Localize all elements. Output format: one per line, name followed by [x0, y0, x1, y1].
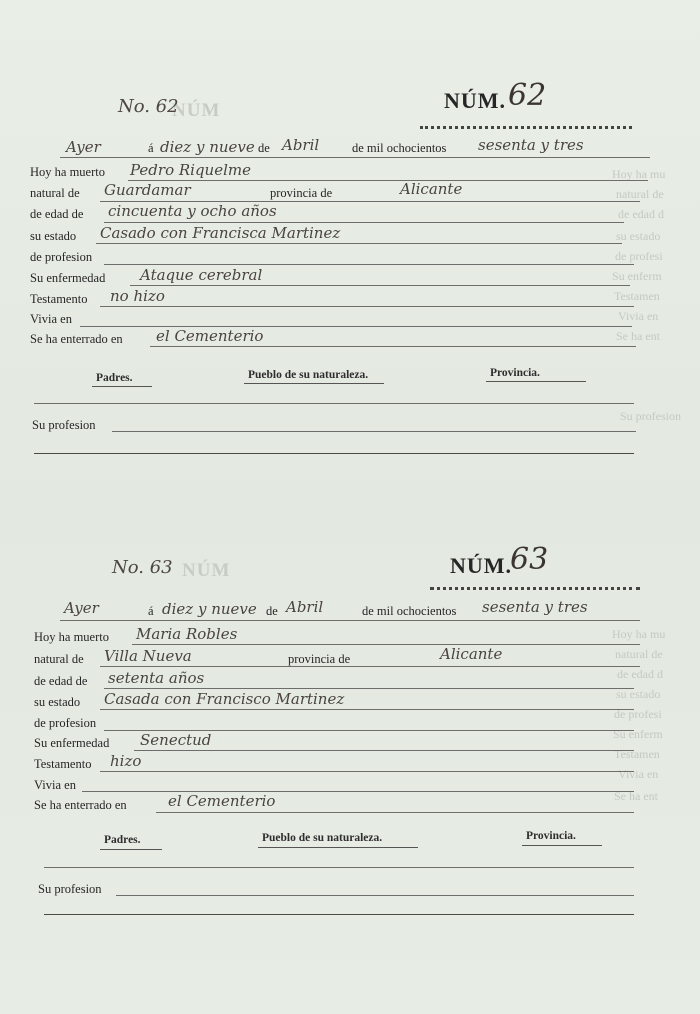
line-rule — [156, 812, 634, 813]
edad-value: setenta años — [108, 669, 205, 687]
hoy-label: Hoy ha muerto — [30, 165, 105, 179]
line-rule — [130, 285, 630, 286]
enterrado-label: Se ha enterrado en — [34, 798, 127, 812]
line-rule — [100, 709, 634, 710]
line-rule — [100, 771, 634, 772]
bleed-line: Se ha ent — [614, 789, 658, 803]
bleed-line: de profesi — [615, 249, 663, 263]
testamento-label: Testamento — [34, 757, 92, 771]
bleed-line: natural de — [616, 187, 664, 201]
estado-value: Casada con Francisco Martinez — [104, 690, 345, 708]
enfermedad-value: Ataque cerebral — [140, 266, 263, 284]
de-label: de — [266, 604, 278, 618]
natural-label: natural de — [30, 186, 80, 200]
bleed-line: Hoy ha mu — [612, 167, 666, 181]
bleed-line: de edad d — [617, 667, 663, 681]
su-profesion-label: Su profesion — [38, 882, 102, 896]
bleed-line: Su enferm — [612, 269, 662, 283]
record-scribble: No. 63 — [112, 557, 173, 578]
record-number-value: 62 — [508, 78, 547, 113]
profesion-label: de profesion — [30, 250, 93, 264]
line-rule — [128, 180, 648, 181]
line-rule — [132, 644, 640, 645]
testamento-value: hizo — [110, 752, 142, 770]
hw-date: diez y nueve — [162, 600, 257, 618]
natural-label: natural de — [34, 652, 84, 666]
line-rule — [60, 620, 640, 621]
hw-day: Ayer — [66, 138, 101, 156]
provincia-value: Alicante — [400, 180, 463, 198]
enterrado-value: el Cementerio — [156, 327, 264, 345]
profesion-label: de profesion — [34, 716, 97, 730]
a-label: á — [148, 141, 154, 155]
col-padres: Padres. — [96, 372, 133, 384]
line-rule — [44, 914, 634, 915]
col-underline — [486, 381, 586, 382]
vivia-label: Vivia en — [34, 778, 76, 792]
col-padres: Padres. — [104, 834, 141, 846]
line-rule — [82, 791, 634, 792]
hw-year: sesenta y tres — [478, 136, 584, 154]
bleed-num-top: NÚM — [172, 100, 221, 121]
hw-year: sesenta y tres — [482, 598, 588, 616]
testamento-value: no hizo — [110, 287, 165, 305]
bleed-line: Se ha ent — [616, 329, 660, 343]
line-rule — [150, 346, 636, 347]
bleed-line: Vivia en — [618, 767, 659, 781]
hoy-value: Maria Robles — [136, 625, 238, 643]
col-underline — [258, 847, 418, 848]
col-pueblo: Pueblo de su naturaleza. — [248, 369, 369, 381]
line-rule — [112, 431, 636, 432]
estado-value: Casado con Francisca Martinez — [100, 224, 341, 242]
estado-label: su estado — [30, 229, 77, 243]
edad-label: de edad de — [30, 207, 84, 221]
bleed-num-bottom: NÚM — [182, 560, 231, 581]
provincia-label: provincia de — [270, 186, 333, 200]
number-dotted-rule — [420, 126, 632, 129]
su-profesion-label: Su profesion — [32, 418, 96, 432]
natural-value: Villa Nueva — [104, 647, 192, 665]
bleed-line: natural de — [615, 647, 663, 661]
testamento-label: Testamento — [30, 292, 88, 306]
vivia-label: Vivia en — [30, 312, 72, 326]
bleed-line: Su enferm — [613, 727, 663, 741]
col-underline — [244, 383, 384, 384]
col-provincia: Provincia. — [526, 830, 576, 842]
edad-value: cincuenta y ocho años — [108, 202, 277, 220]
bleed-line: Testamen — [614, 289, 660, 303]
line-rule — [44, 867, 634, 868]
estado-label: su estado — [34, 695, 81, 709]
edad-label: de edad de — [34, 674, 88, 688]
number-dotted-rule — [430, 587, 640, 590]
col-pueblo: Pueblo de su naturaleza. — [262, 832, 383, 844]
line-rule — [60, 157, 650, 158]
bleed-line: de profesi — [614, 707, 662, 721]
enterrado-value: el Cementerio — [168, 792, 276, 810]
enfermedad-label: Su enfermedad — [30, 271, 106, 285]
natural-value: Guardamar — [104, 181, 191, 199]
line-rule — [104, 688, 634, 689]
hw-date: diez y nueve — [160, 138, 255, 156]
provincia-label: provincia de — [288, 652, 351, 666]
enterrado-label: Se ha enterrado en — [30, 332, 123, 346]
line-rule — [104, 222, 624, 223]
hw-month: Abril — [286, 598, 324, 616]
line-rule — [116, 895, 634, 896]
bleed-line: Vivia en — [618, 309, 659, 323]
line-rule — [34, 453, 634, 454]
enfermedad-value: Senectud — [140, 731, 212, 749]
enfermedad-label: Su enfermedad — [34, 736, 110, 750]
hoy-label: Hoy ha muerto — [34, 630, 109, 644]
bleed-line: su estado — [616, 229, 661, 243]
line-rule — [104, 264, 634, 265]
record-number-value: 63 — [510, 542, 549, 577]
bleed-line: de edad d — [618, 207, 664, 221]
line-rule — [34, 403, 634, 404]
year-label: de mil ochocientos — [352, 141, 447, 155]
de-label: de — [258, 141, 270, 155]
line-rule — [134, 750, 634, 751]
col-underline — [92, 386, 152, 387]
hw-month: Abril — [282, 136, 320, 154]
record-number-label: NÚM. — [450, 553, 513, 578]
bleed-line: su estado — [616, 687, 661, 701]
record-number-label: NÚM. — [444, 88, 507, 113]
bleed-line: Testamen — [614, 747, 660, 761]
col-underline — [100, 849, 162, 850]
a-label: á — [148, 604, 154, 618]
col-underline — [522, 845, 602, 846]
bleed-line: Hoy ha mu — [612, 627, 666, 641]
col-provincia: Provincia. — [490, 367, 540, 379]
hoy-value: Pedro Riquelme — [130, 161, 251, 179]
line-rule — [100, 306, 634, 307]
hw-day: Ayer — [64, 599, 99, 617]
provincia-value: Alicante — [440, 645, 503, 663]
record-scribble: No. 62 — [118, 96, 179, 117]
bleed-line: Su profesion — [620, 409, 681, 423]
year-label: de mil ochocientos — [362, 604, 457, 618]
line-rule — [100, 666, 640, 667]
line-rule — [96, 243, 622, 244]
